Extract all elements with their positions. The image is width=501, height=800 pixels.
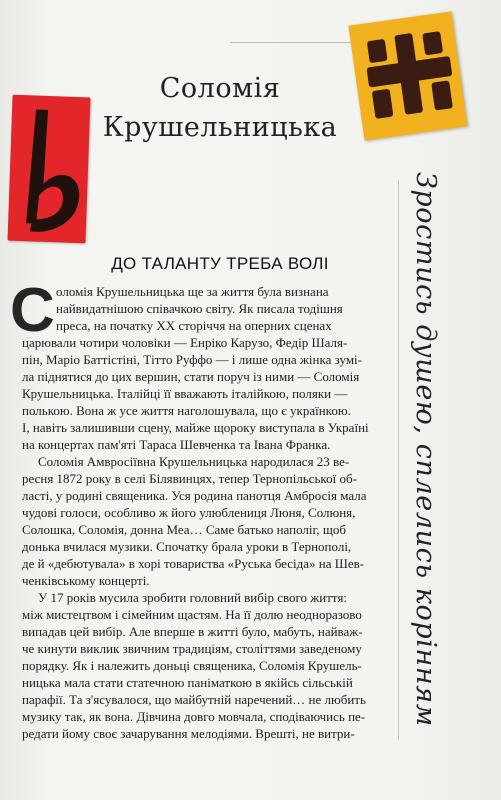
text-line: на концертах пам'яті Тараса Шевченка та Івана Франка. xyxy=(22,437,331,452)
text-line: донька вчилася музики. Спочатку брала уроки в Тернополі, xyxy=(22,539,352,554)
page-title-line-2: Крушельницька xyxy=(102,112,338,143)
text-line: редати йому своє зачарування мелодіями. Врешті, не витри- xyxy=(22,726,355,741)
zhe-letter-icon xyxy=(348,11,467,140)
text-line: між мистецтвом і сімейним щастям. На її долю неодноразово xyxy=(22,607,362,622)
text-line: Солошка, Соломія, донна Меа… Саме батько наполіг, щоб xyxy=(22,522,347,537)
text-line: полькою. Вона ж усе життя наголошувала, що є українкою. xyxy=(22,403,351,418)
text-line: І, навіть залишивши сцену, майже щороку виступала в Україні xyxy=(22,420,369,435)
text-line: Крушельницька. Італійці її вважають італійкою, поляки — xyxy=(22,386,348,401)
text-line: Соломія Амвросіївна Крушельницька народилася 23 ве- xyxy=(38,454,350,469)
text-line: ницька мала стати статечною паніматкою в якійсь сільській xyxy=(22,675,353,690)
text-line: випадав цей вибір. Але вперше в житті було, мабуть, найваж- xyxy=(22,624,363,639)
text-line: У 17 років мусила зробити головний вибір свого життя: xyxy=(38,590,348,605)
text-line: пін, Маріо Баттістіні, Тітто Руффо — і лише одна жінка зумі- xyxy=(22,352,362,367)
red-letter-sticker xyxy=(7,95,90,244)
text-line: де й «дебютувала» в хорі товариства «Руська бесіда» на Шев- xyxy=(22,556,365,571)
text-line: ченківському концерті. xyxy=(22,573,150,588)
text-line: парафії. Та з'ясувалося, що майбутній наречений… не любить xyxy=(22,692,366,707)
text-line: порядку. Як і належить доньці священика, Соломія Крушель- xyxy=(22,658,362,673)
text-line: че кинути виклик звичним традиціям, століттями заведеному xyxy=(22,641,362,656)
text-line: ла піднятися до цих вершин, стати поруч із ними — Соломія xyxy=(22,369,360,384)
text-line: чудові голоси, особливо ж його улюблениця Люня, Солюня, xyxy=(22,505,356,520)
section-heading: ДО ТАЛАНТУ ТРЕБА ВОЛІ xyxy=(111,254,329,273)
text-line: оломія Крушельницька ще за життя була визнана xyxy=(56,284,329,299)
side-motto: Зростись душею, сплелись корінням xyxy=(410,172,441,727)
header-rule xyxy=(230,42,360,43)
text-line: преса, на початку XX сторіччя на оперних сценах xyxy=(56,318,332,333)
text-line: ласті, у родині священика. Уся родина панотця Амбросія мала xyxy=(22,488,367,503)
soft-sign-letter-icon xyxy=(7,95,90,244)
page-title-line-1: Соломія xyxy=(159,73,281,104)
text-line: царювали чотири чоловіки — Енріко Карузо, Федір Шаля- xyxy=(22,335,348,350)
side-rule xyxy=(398,180,399,740)
text-line: найвидатнішою співачкою світу. Як писала тодішня xyxy=(56,301,343,316)
drop-cap-letter: С xyxy=(10,276,55,345)
text-line: ресня 1872 року в селі Білявинцях, тепер Тернопільської об- xyxy=(22,471,357,486)
text-line: музику так, як вона. Дівчина довго мовчала, сподіваючись пе- xyxy=(22,709,366,724)
yellow-letter-sticker xyxy=(348,11,467,140)
